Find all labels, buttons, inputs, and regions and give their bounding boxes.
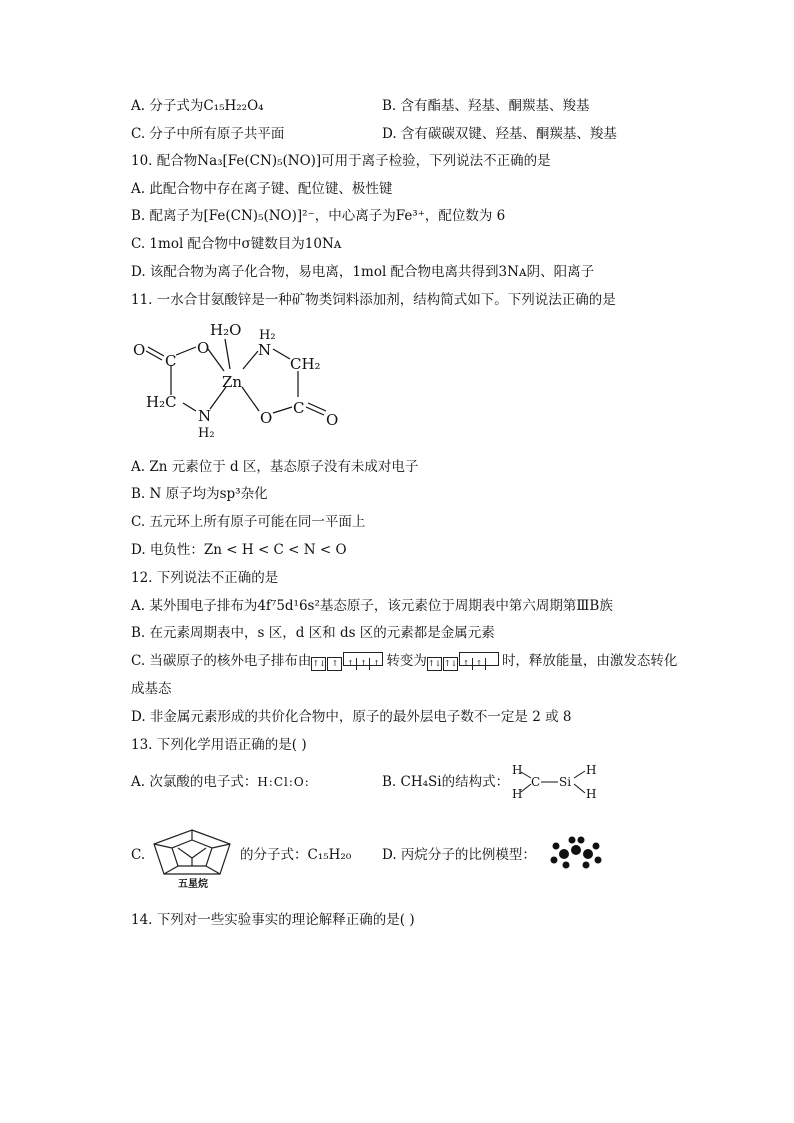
n-hydrogen-bottom-label: H₂	[198, 426, 215, 441]
q13-option-d-label: D. 丙烷分子的比例模型：	[382, 847, 536, 863]
q11-option-c: C. 五元环上所有原子可能在同一平面上	[131, 514, 366, 530]
svg-text:H: H	[586, 787, 597, 801]
q10-option-d: D. 该配合物为离子化合物，易电离，1mol 配合物电离共得到3Nᴀ阴、阳离子	[131, 264, 595, 280]
q10-stem: 10. 配合物Na₃[Fe(CN)₅(NO)]可用于离子检验，下列说法不正确的是	[131, 153, 551, 169]
svg-text:H: H	[512, 763, 523, 777]
orbital-2s-box: ↑	[327, 657, 342, 671]
zinc-label: Zn	[222, 373, 243, 391]
svg-text:Si: Si	[559, 775, 572, 789]
q9-option-b: B. 含有酯基、羟基、酮羰基、羧基	[382, 98, 590, 114]
q13-option-b-label: B. CH₄Si的结构式：	[382, 774, 510, 790]
pentaprismane-structure	[148, 828, 236, 890]
ch2-right-label: CH₂	[290, 355, 321, 373]
orbital-1s-ground-box: ↑↓	[427, 657, 442, 671]
orbital-2p-excited-box: ↑ ↑ ↑	[343, 652, 383, 666]
orbital-2s-ground-box: ↑↓	[443, 657, 458, 671]
ch4si-structure	[508, 760, 608, 804]
carbonyl-o-right-label: O	[326, 411, 339, 429]
q13-stem: 13. 下列化学用语正确的是( )	[131, 737, 307, 753]
ring-o-left-label: O	[197, 339, 210, 357]
q12-option-c	[131, 652, 677, 671]
q12-option-b: B. 在元素周期表中，s 区，d 区和 ds 区的元素都是金属元素	[131, 625, 495, 641]
water-label: H₂O	[210, 321, 242, 339]
svg-text:H: H	[512, 787, 523, 801]
q11-option-d: D. 电负性：Zn < H < C < N < O	[131, 542, 347, 558]
q12-option-d: D. 非金属元素形成的共价化合物中，原子的最外层电子数不一定是 2 或 8	[131, 709, 572, 725]
carbon-left-label: C	[165, 352, 177, 370]
q11-stem: 11. 一水合甘氨酸锌是一种矿物类饲料添加剂，结构简式如下。下列说法正确的是	[131, 292, 616, 308]
svg-text:H: H	[586, 763, 597, 777]
zinc-glycinate-structure	[128, 315, 358, 445]
q12-option-c-suffix: 时，释放能量，由激发态转化	[501, 653, 678, 669]
orbital-2p-ground-box: ↑ ↑	[459, 652, 499, 666]
propane-space-filling-model	[548, 836, 604, 870]
q12-option-c-mid: 转变为	[386, 653, 427, 669]
nitrogen-left-label: N	[198, 407, 212, 425]
orbital-1s-box: ↑↓	[311, 657, 326, 671]
q10-option-b: B. 配离子为[Fe(CN)₅(NO)]²⁻，中心离子为Fe³⁺，配位数为 6	[131, 208, 506, 224]
q12-option-a: A. 某外围电子排布为4f⁷5d¹6s²基态原子，该元素位于周期表中第六周期第ⅢB族	[131, 598, 613, 614]
h2c-left-label: H₂C	[146, 393, 177, 411]
q9-option-a: A. 分子式为C₁₅H₂₂O₄	[131, 98, 264, 114]
q13-option-c-text: 的分子式：C₁₅H₂₀	[240, 847, 352, 863]
ring-o-right-label: O	[260, 409, 273, 427]
nitrogen-right-label: N	[258, 341, 272, 359]
q11-option-a: A. Zn 元素位于 d 区，基态原子没有未成对电子	[131, 459, 419, 475]
carbon-right-label: C	[293, 399, 305, 417]
q11-option-b: B. N 原子均为sp³杂化	[131, 486, 268, 502]
carbonyl-o-left-label: O	[133, 341, 146, 359]
q13-option-a	[131, 773, 310, 791]
pentaprismane-caption: 五星烷	[178, 879, 208, 890]
q12-stem: 12. 下列说法不正确的是	[131, 570, 279, 586]
q13-option-a-label: A. 次氯酸的电子式：	[131, 774, 258, 790]
svg-text:C: C	[531, 775, 541, 789]
q10-option-c: C. 1mol 配合物中σ键数目为10Nᴀ	[131, 236, 342, 252]
q10-option-a: A. 此配合物中存在离子键、配位键、极性键	[131, 181, 393, 197]
q12-option-c-continuation: 成基态	[131, 681, 172, 697]
q12-option-c-prefix: C. 当碳原子的核外电子排布由	[131, 653, 312, 669]
hypochlorous-electron-formula: H:Cl:O:	[257, 775, 310, 789]
q9-option-c: C. 分子中所有原子共平面	[131, 126, 285, 142]
q13-option-c-label: C.	[131, 847, 146, 863]
q14-stem: 14. 下列对一些实验事实的理论解释正确的是( )	[131, 912, 415, 928]
n-hydrogen-top-label: H₂	[259, 328, 276, 343]
q9-option-d: D. 含有碳碳双键、羟基、酮羰基、羧基	[382, 126, 617, 142]
